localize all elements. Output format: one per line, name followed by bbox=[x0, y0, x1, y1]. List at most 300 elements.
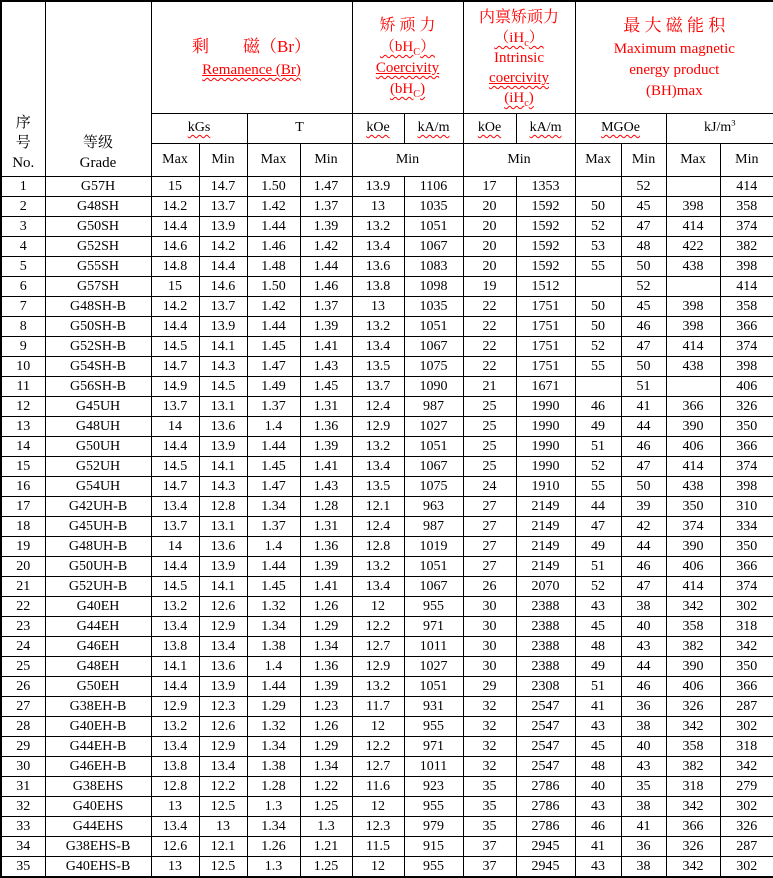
mgoe-min-cell: 35 bbox=[621, 776, 666, 796]
grade-cell: G52UH-B bbox=[45, 576, 151, 596]
table-header bbox=[1, 1, 773, 176]
no-cell: 34 bbox=[1, 836, 45, 856]
mgoe-max-cell: 45 bbox=[575, 736, 621, 756]
kgs-max-cell: 14.4 bbox=[151, 556, 199, 576]
bhc-koe-cell: 12.4 bbox=[352, 396, 404, 416]
t-min-cell: 1.28 bbox=[300, 496, 352, 516]
ihc-koe-cell: 30 bbox=[463, 616, 516, 636]
bhc-koe-cell: 12 bbox=[352, 596, 404, 616]
bhc-koe-cell: 12.2 bbox=[352, 736, 404, 756]
table-row bbox=[1, 616, 773, 636]
mgoe-max-cell: 50 bbox=[575, 316, 621, 336]
ihc-kam-cell: 2388 bbox=[516, 596, 575, 616]
t-min-cell: 1.36 bbox=[300, 416, 352, 436]
kgs-max-cell: 14.4 bbox=[151, 436, 199, 456]
unit-ihc-kam: kA/m bbox=[516, 113, 575, 143]
t-max-cell: 1.38 bbox=[247, 636, 300, 656]
kgs-min-header: Min bbox=[199, 143, 247, 176]
ihc-koe-cell: 17 bbox=[463, 176, 516, 196]
bhc-kam-cell: 1027 bbox=[404, 656, 463, 676]
ihc-koe-cell: 35 bbox=[463, 776, 516, 796]
kjm3-min-cell: 366 bbox=[720, 556, 773, 576]
ihc-koe-cell: 22 bbox=[463, 316, 516, 336]
kgs-min-cell: 13.1 bbox=[199, 516, 247, 536]
kjm3-max-cell: 398 bbox=[666, 296, 720, 316]
mgoe-min-cell: 47 bbox=[621, 456, 666, 476]
t-max-cell: 1.4 bbox=[247, 416, 300, 436]
grade-cell: G52SH-B bbox=[45, 336, 151, 356]
mgoe-max-cell: 51 bbox=[575, 436, 621, 456]
mgoe-max-cell: 45 bbox=[575, 616, 621, 636]
no-cell: 11 bbox=[1, 376, 45, 396]
grade-cell: G48SH-B bbox=[45, 296, 151, 316]
kjm3-max-cell: 374 bbox=[666, 516, 720, 536]
ihc-kam-cell: 1990 bbox=[516, 456, 575, 476]
bhc-koe-cell: 12.3 bbox=[352, 816, 404, 836]
kjm3-max-cell: 406 bbox=[666, 676, 720, 696]
bhc-koe-cell: 13.2 bbox=[352, 316, 404, 336]
kgs-min-cell: 13.7 bbox=[199, 296, 247, 316]
kgs-max-cell: 14.2 bbox=[151, 196, 199, 216]
kgs-min-cell: 14.7 bbox=[199, 176, 247, 196]
kjm3-min-cell: 374 bbox=[720, 336, 773, 356]
kjm3-max-cell: 358 bbox=[666, 736, 720, 756]
mgoe-min-cell: 38 bbox=[621, 796, 666, 816]
mgoe-min-cell: 40 bbox=[621, 616, 666, 636]
t-min-cell: 1.21 bbox=[300, 836, 352, 856]
ihc-koe-cell: 21 bbox=[463, 376, 516, 396]
table-row bbox=[1, 336, 773, 356]
kgs-min-cell: 12.9 bbox=[199, 736, 247, 756]
table-row bbox=[1, 296, 773, 316]
t-max-cell: 1.32 bbox=[247, 716, 300, 736]
kgs-min-cell: 13.1 bbox=[199, 396, 247, 416]
bhc-koe-cell: 12 bbox=[352, 716, 404, 736]
kjm3-min-cell: 302 bbox=[720, 856, 773, 877]
grade-cell: G57SH bbox=[45, 276, 151, 296]
ihc-kam-cell: 2786 bbox=[516, 776, 575, 796]
kjm3-max-cell: 318 bbox=[666, 776, 720, 796]
kgs-min-cell: 13.9 bbox=[199, 556, 247, 576]
table-row bbox=[1, 556, 773, 576]
col-header-br bbox=[151, 1, 352, 113]
bhc-koe-cell: 13.6 bbox=[352, 256, 404, 276]
bhc-koe-cell: 13.5 bbox=[352, 356, 404, 376]
t-max-cell: 1.29 bbox=[247, 696, 300, 716]
mgoe-min-cell: 47 bbox=[621, 576, 666, 596]
t-max-cell: 1.45 bbox=[247, 576, 300, 596]
bhc-koe-cell: 13.4 bbox=[352, 456, 404, 476]
bhc-kam-cell: 971 bbox=[404, 736, 463, 756]
grade-cell: G50SH-B bbox=[45, 316, 151, 336]
kgs-max-cell: 13.2 bbox=[151, 716, 199, 736]
kgs-max-cell: 13.2 bbox=[151, 596, 199, 616]
t-min-cell: 1.39 bbox=[300, 556, 352, 576]
grade-cell: G42UH-B bbox=[45, 496, 151, 516]
kgs-max-header: Max bbox=[151, 143, 199, 176]
col-header-bhc bbox=[352, 1, 463, 113]
kjm3-max-cell: 326 bbox=[666, 696, 720, 716]
kgs-max-cell: 14.6 bbox=[151, 236, 199, 256]
kgs-min-cell: 13.9 bbox=[199, 216, 247, 236]
kjm3-max-cell bbox=[666, 176, 720, 196]
table-row bbox=[1, 176, 773, 196]
bhc-title-zh: 矫 顽 力 bbox=[379, 16, 436, 34]
grade-cell: G38EH-B bbox=[45, 696, 151, 716]
mgoe-max-cell: 51 bbox=[575, 556, 621, 576]
kjm3-min-cell: 326 bbox=[720, 816, 773, 836]
bhc-koe-cell: 13.8 bbox=[352, 276, 404, 296]
ihc-kam-cell: 1512 bbox=[516, 276, 575, 296]
ihc-koe-cell: 32 bbox=[463, 756, 516, 776]
bhc-kam-cell: 955 bbox=[404, 596, 463, 616]
ihc-kam-cell: 2945 bbox=[516, 856, 575, 877]
kjm3-min-cell: 334 bbox=[720, 516, 773, 536]
ihc-kam-cell: 1592 bbox=[516, 236, 575, 256]
t-max-cell: 1.4 bbox=[247, 656, 300, 676]
ihc-koe-cell: 20 bbox=[463, 256, 516, 276]
bhc-kam-cell: 1051 bbox=[404, 676, 463, 696]
bhc-koe-cell: 13.5 bbox=[352, 476, 404, 496]
kgs-max-cell: 13 bbox=[151, 856, 199, 877]
t-min-cell: 1.25 bbox=[300, 856, 352, 877]
grade-cell: G50UH bbox=[45, 436, 151, 456]
table-row bbox=[1, 696, 773, 716]
mgoe-min-cell: 41 bbox=[621, 396, 666, 416]
ihc-kam-cell: 1990 bbox=[516, 436, 575, 456]
kjm3-min-cell: 302 bbox=[720, 596, 773, 616]
t-min-cell: 1.39 bbox=[300, 316, 352, 336]
mgoe-max-header: Max bbox=[575, 143, 621, 176]
t-min-cell: 1.26 bbox=[300, 716, 352, 736]
t-max-cell: 1.3 bbox=[247, 796, 300, 816]
grade-cell: G46EH-B bbox=[45, 756, 151, 776]
kjm3-max-cell bbox=[666, 276, 720, 296]
ihc-kam-cell: 1751 bbox=[516, 356, 575, 376]
ihc-koe-cell: 22 bbox=[463, 296, 516, 316]
t-max-cell: 1.48 bbox=[247, 256, 300, 276]
t-min-cell: 1.37 bbox=[300, 196, 352, 216]
t-max-cell: 1.44 bbox=[247, 556, 300, 576]
table-row bbox=[1, 636, 773, 656]
kjm3-min-cell: 287 bbox=[720, 836, 773, 856]
ihc-kam-cell: 1592 bbox=[516, 256, 575, 276]
kjm3-max-cell: 414 bbox=[666, 576, 720, 596]
ihc-koe-cell: 27 bbox=[463, 536, 516, 556]
kjm3-max-cell: 366 bbox=[666, 816, 720, 836]
bhc-koe-cell: 13.7 bbox=[352, 376, 404, 396]
kgs-min-cell: 12.8 bbox=[199, 496, 247, 516]
table-row bbox=[1, 316, 773, 336]
bhc-paren-en: $(bH_C)$ bbox=[389, 80, 426, 100]
grade-cell: G40EH-B bbox=[45, 716, 151, 736]
t-min-cell: 1.34 bbox=[300, 756, 352, 776]
table-row bbox=[1, 856, 773, 877]
kgs-min-cell: 12.5 bbox=[199, 796, 247, 816]
kjm3-max-cell: 342 bbox=[666, 796, 720, 816]
t-min-cell: 1.39 bbox=[300, 676, 352, 696]
kjm3-max-cell: 414 bbox=[666, 216, 720, 236]
no-cell: 24 bbox=[1, 636, 45, 656]
bhc-koe-cell: 13.9 bbox=[352, 176, 404, 196]
kjm3-max-cell: 406 bbox=[666, 556, 720, 576]
no-cell: 4 bbox=[1, 236, 45, 256]
t-min-cell: 1.43 bbox=[300, 356, 352, 376]
kjm3-max-cell: 342 bbox=[666, 596, 720, 616]
bhc-kam-cell: 1035 bbox=[404, 296, 463, 316]
no-cell: 31 bbox=[1, 776, 45, 796]
table-row bbox=[1, 776, 773, 796]
ihc-kam-cell: 2149 bbox=[516, 536, 575, 556]
mgoe-min-cell: 45 bbox=[621, 196, 666, 216]
kgs-min-cell: 13.7 bbox=[199, 196, 247, 216]
kgs-max-cell: 12.9 bbox=[151, 696, 199, 716]
kgs-min-cell: 13.4 bbox=[199, 636, 247, 656]
kjm3-max-cell: 398 bbox=[666, 316, 720, 336]
mgoe-min-cell: 50 bbox=[621, 256, 666, 276]
mgoe-min-cell: 36 bbox=[621, 836, 666, 856]
grade-cell: G38EHS bbox=[45, 776, 151, 796]
bhc-kam-cell: 987 bbox=[404, 396, 463, 416]
t-min-cell: 1.46 bbox=[300, 276, 352, 296]
table-row bbox=[1, 596, 773, 616]
bhc-kam-cell: 1027 bbox=[404, 416, 463, 436]
ihc-koe-cell: 20 bbox=[463, 216, 516, 236]
bhc-kam-cell: 1051 bbox=[404, 216, 463, 236]
bhc-koe-cell: 12.4 bbox=[352, 516, 404, 536]
bhc-koe-cell: 13.2 bbox=[352, 216, 404, 236]
kgs-min-cell: 12.1 bbox=[199, 836, 247, 856]
bhc-koe-cell: 12.1 bbox=[352, 496, 404, 516]
mgoe-max-cell: 48 bbox=[575, 756, 621, 776]
bhc-kam-cell: 1090 bbox=[404, 376, 463, 396]
mgoe-max-cell: 49 bbox=[575, 416, 621, 436]
kjm3-min-cell: 366 bbox=[720, 436, 773, 456]
kjm3-min-cell: 318 bbox=[720, 616, 773, 636]
no-cell: 13 bbox=[1, 416, 45, 436]
mgoe-max-cell: 41 bbox=[575, 836, 621, 856]
bhc-kam-cell: 923 bbox=[404, 776, 463, 796]
t-max-cell: 1.45 bbox=[247, 336, 300, 356]
grade-cell: G48UH bbox=[45, 416, 151, 436]
mgoe-max-cell: 52 bbox=[575, 216, 621, 236]
t-min-cell: 1.29 bbox=[300, 736, 352, 756]
ihc-kam-cell: 1990 bbox=[516, 416, 575, 436]
mgoe-min-cell: 52 bbox=[621, 176, 666, 196]
bhc-kam-cell: 1075 bbox=[404, 356, 463, 376]
bhc-kam-cell: 1106 bbox=[404, 176, 463, 196]
kjm3-min-cell: 398 bbox=[720, 356, 773, 376]
mgoe-max-cell bbox=[575, 276, 621, 296]
bhc-koe-cell: 13 bbox=[352, 196, 404, 216]
kgs-min-cell: 13.6 bbox=[199, 656, 247, 676]
bhmax-title-en-2: energy product bbox=[629, 61, 720, 78]
mgoe-min-cell: 43 bbox=[621, 756, 666, 776]
mgoe-max-cell: 40 bbox=[575, 776, 621, 796]
no-cell: 28 bbox=[1, 716, 45, 736]
kjm3-min-cell: 374 bbox=[720, 456, 773, 476]
bhc-kam-cell: 1051 bbox=[404, 556, 463, 576]
no-cell: 22 bbox=[1, 596, 45, 616]
kgs-max-cell: 15 bbox=[151, 276, 199, 296]
ihc-koe-cell: 25 bbox=[463, 396, 516, 416]
table-row bbox=[1, 836, 773, 856]
grade-cell: G38EHS-B bbox=[45, 836, 151, 856]
ihc-koe-cell: 27 bbox=[463, 556, 516, 576]
br-title-zh: 剩 磁（Br） bbox=[192, 36, 311, 56]
mgoe-min-cell: 38 bbox=[621, 716, 666, 736]
bhc-koe-cell: 11.6 bbox=[352, 776, 404, 796]
mgoe-min-cell: 44 bbox=[621, 656, 666, 676]
t-max-cell: 1.34 bbox=[247, 616, 300, 636]
unit-mgoe: MGOe bbox=[575, 113, 666, 143]
mgoe-max-cell: 47 bbox=[575, 516, 621, 536]
no-cell: 1 bbox=[1, 176, 45, 196]
t-max-cell: 1.46 bbox=[247, 236, 300, 256]
grade-cell: G40EHS bbox=[45, 796, 151, 816]
t-max-cell: 1.50 bbox=[247, 176, 300, 196]
mgoe-max-cell: 43 bbox=[575, 716, 621, 736]
table-row bbox=[1, 516, 773, 536]
no-cell: 6 bbox=[1, 276, 45, 296]
kjm3-min-cell: 318 bbox=[720, 736, 773, 756]
bhc-koe-cell: 12 bbox=[352, 796, 404, 816]
t-min-cell: 1.37 bbox=[300, 296, 352, 316]
bhc-koe-cell: 12.9 bbox=[352, 656, 404, 676]
ihc-koe-cell: 27 bbox=[463, 496, 516, 516]
bhc-kam-cell: 1067 bbox=[404, 456, 463, 476]
kgs-max-cell: 14.2 bbox=[151, 296, 199, 316]
mgoe-max-cell: 44 bbox=[575, 496, 621, 516]
ihc-title-en-2: coercivity bbox=[489, 69, 550, 86]
ihc-koe-cell: 25 bbox=[463, 436, 516, 456]
kgs-max-cell: 13.4 bbox=[151, 496, 199, 516]
kgs-max-cell: 14.9 bbox=[151, 376, 199, 396]
bhc-koe-cell: 13.2 bbox=[352, 436, 404, 456]
bhc-kam-cell: 1035 bbox=[404, 196, 463, 216]
mgoe-min-cell: 52 bbox=[621, 276, 666, 296]
kjm3-max-cell: 382 bbox=[666, 636, 720, 656]
kjm3-max-cell: 366 bbox=[666, 396, 720, 416]
kjm3-max-cell: 414 bbox=[666, 336, 720, 356]
mgoe-max-cell: 48 bbox=[575, 636, 621, 656]
bhc-kam-cell: 987 bbox=[404, 516, 463, 536]
unit-t: T bbox=[247, 113, 352, 143]
kgs-min-cell: 14.1 bbox=[199, 456, 247, 476]
kgs-min-cell: 13.9 bbox=[199, 436, 247, 456]
t-min-cell: 1.29 bbox=[300, 616, 352, 636]
t-max-cell: 1.49 bbox=[247, 376, 300, 396]
bhc-kam-cell: 1051 bbox=[404, 316, 463, 336]
ihc-koe-cell: 22 bbox=[463, 356, 516, 376]
kjm3-max-cell: 342 bbox=[666, 716, 720, 736]
grade-cell: G54SH-B bbox=[45, 356, 151, 376]
t-max-cell: 1.37 bbox=[247, 396, 300, 416]
kgs-min-cell: 13.6 bbox=[199, 416, 247, 436]
table-row bbox=[1, 276, 773, 296]
ihc-koe-cell: 25 bbox=[463, 456, 516, 476]
mgoe-max-cell: 55 bbox=[575, 476, 621, 496]
kgs-max-cell: 13.8 bbox=[151, 756, 199, 776]
table-row bbox=[1, 576, 773, 596]
bhc-kam-cell: 955 bbox=[404, 716, 463, 736]
kjm3-min-cell: 342 bbox=[720, 756, 773, 776]
no-cell: 32 bbox=[1, 796, 45, 816]
kgs-max-cell: 13.7 bbox=[151, 396, 199, 416]
bhc-kam-cell: 963 bbox=[404, 496, 463, 516]
bhc-koe-cell: 13.4 bbox=[352, 576, 404, 596]
table-body bbox=[1, 176, 773, 877]
ihc-kam-cell: 2945 bbox=[516, 836, 575, 856]
kgs-max-cell: 14 bbox=[151, 416, 199, 436]
grade-header-en: Grade bbox=[79, 154, 117, 171]
ihc-kam-cell: 2388 bbox=[516, 656, 575, 676]
t-max-cell: 1.42 bbox=[247, 196, 300, 216]
bhc-kam-cell: 1011 bbox=[404, 636, 463, 656]
bhc-koe-cell: 12 bbox=[352, 856, 404, 877]
t-min-cell: 1.42 bbox=[300, 236, 352, 256]
ihc-kam-cell: 1592 bbox=[516, 196, 575, 216]
t-min-cell: 1.43 bbox=[300, 476, 352, 496]
mgoe-max-cell: 52 bbox=[575, 456, 621, 476]
ihc-koe-cell: 35 bbox=[463, 796, 516, 816]
t-min-cell: 1.44 bbox=[300, 256, 352, 276]
no-cell: 25 bbox=[1, 656, 45, 676]
no-cell: 15 bbox=[1, 456, 45, 476]
no-cell: 5 bbox=[1, 256, 45, 276]
no-cell: 27 bbox=[1, 696, 45, 716]
mgoe-max-cell: 50 bbox=[575, 196, 621, 216]
t-min-cell: 1.22 bbox=[300, 776, 352, 796]
kjm3-min-cell: 350 bbox=[720, 416, 773, 436]
ihc-kam-cell: 2388 bbox=[516, 616, 575, 636]
no-cell: 7 bbox=[1, 296, 45, 316]
t-min-cell: 1.41 bbox=[300, 456, 352, 476]
col-header-grade bbox=[45, 1, 151, 176]
kgs-min-cell: 13 bbox=[199, 816, 247, 836]
grade-cell: G52SH bbox=[45, 236, 151, 256]
t-max-cell: 1.4 bbox=[247, 536, 300, 556]
bhc-kam-cell: 1083 bbox=[404, 256, 463, 276]
kjm3-max-cell: 422 bbox=[666, 236, 720, 256]
t-min-cell: 1.23 bbox=[300, 696, 352, 716]
table-row bbox=[1, 676, 773, 696]
no-cell: 21 bbox=[1, 576, 45, 596]
kgs-max-cell: 14.4 bbox=[151, 316, 199, 336]
kgs-min-cell: 14.3 bbox=[199, 476, 247, 496]
kgs-max-cell: 14.5 bbox=[151, 576, 199, 596]
mgoe-max-cell: 50 bbox=[575, 296, 621, 316]
ihc-kam-cell: 2547 bbox=[516, 756, 575, 776]
kgs-max-cell: 14 bbox=[151, 536, 199, 556]
t-min-cell: 1.39 bbox=[300, 216, 352, 236]
kjm3-min-header: Min bbox=[720, 143, 773, 176]
ihc-koe-cell: 24 bbox=[463, 476, 516, 496]
bhc-koe-cell: 12.9 bbox=[352, 416, 404, 436]
kjm3-min-cell: 414 bbox=[720, 276, 773, 296]
bhc-title-en: Coercivity bbox=[375, 59, 440, 76]
ihc-kam-cell: 2786 bbox=[516, 796, 575, 816]
mgoe-max-cell bbox=[575, 376, 621, 396]
kjm3-max-cell: 398 bbox=[666, 196, 720, 216]
t-min-cell: 1.36 bbox=[300, 656, 352, 676]
grade-cell: G45UH bbox=[45, 396, 151, 416]
grade-header-zh: 等级 bbox=[82, 134, 113, 151]
no-cell: 14 bbox=[1, 436, 45, 456]
ihc-paren-zh: $(iH_c)$ bbox=[494, 29, 544, 49]
t-min-header: Min bbox=[300, 143, 352, 176]
t-min-cell: 1.36 bbox=[300, 536, 352, 556]
